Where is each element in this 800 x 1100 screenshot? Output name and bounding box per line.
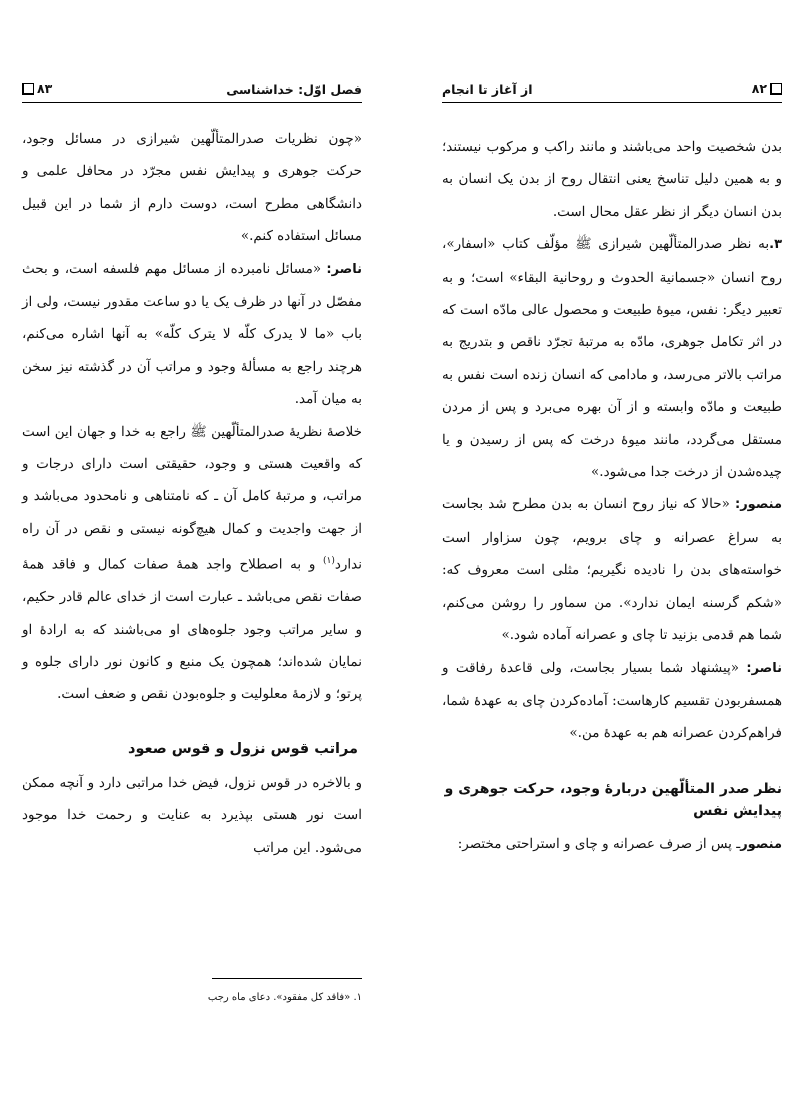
paragraph bbox=[442, 652, 782, 750]
footnote: ۱. «فاقد کل مفقود». دعای ماه رجب bbox=[207, 992, 362, 1003]
footnote-rule bbox=[212, 978, 362, 979]
paragraph bbox=[442, 828, 782, 861]
paragraph-text: «چون نظریات صدرالمتألّهین شیرازی در مسائل وجود، حرکت جوهری و پیدایش نفس مجرّد در محافل علمی و دانشگاهی مطرح است، دوست دارم از شما در این قبیل مسائل استفاده کنم.» bbox=[22, 131, 362, 245]
left-running-title: فصل اوّل: خداشناسی bbox=[226, 82, 362, 97]
paragraph bbox=[442, 488, 782, 651]
speaker-label: ناصر: bbox=[326, 261, 363, 277]
paragraph-text: «مسائل نامبرده از مسائل مهم فلسفه است، و بحث مفصّل در آنها در ظرف یک یا دو ساعت مقدور نیست، ولی از باب «ما لا یدرک کلّه لا یترک کلّه» به آنها اشاره می‌کنم، هرچند راجع به مسألۀ وجود و مراتب آن در گذشته نیز سخن به میان آمد. bbox=[22, 260, 362, 408]
paragraph-text: بدن شخصیت واحد می‌باشند و مانند راکب و مرکوب نیستند؛ و به همین دلیل تناسخ یعنی انتقال روح از بدن یک انسان به بدن انسان دیگر از نظر عقل محال است. bbox=[442, 139, 782, 220]
paragraph bbox=[22, 416, 362, 711]
speaker-label: منصور bbox=[740, 836, 782, 852]
paragraph bbox=[22, 123, 362, 253]
paragraph-text-cont: و به اصطلاح واجد همۀ صفات کمال و فاقد همۀ صفات نقص می‌باشد ـ عبارت است از خدای عالم قادر حکیم، و سایر مراتب وجود جلوه‌های او می‌باشند که به ارادۀ او نمایان شده‌اند؛ همچون یک منبع و کانون نور دارای جلوه و پرتو؛ و لازمۀ معلولیت و جلوه‌بودن نقص و ضعف است. bbox=[22, 556, 362, 703]
left-page-number: ۸۳ bbox=[37, 81, 53, 96]
speaker-label: ناصر: bbox=[746, 660, 782, 676]
section-heading: مراتب قوس نزول و قوس صعود bbox=[128, 740, 358, 757]
left-page bbox=[22, 78, 362, 1038]
speaker-label: منصور: bbox=[735, 497, 782, 513]
paragraph-text: «حالا که نیاز روح انسان به بدن مطرح شد بجاست به سراغ عصرانه و چای برویم، چون سزاوار است خواسته‌های بدن را نادیده نگیریم؛ مثلی است معروف که: «شکم گرسنه ایمان ندارد». من سماور را روشن می‌کنم، شما هم قدمی بزنید تا چای و عصرانه آماده شود.» bbox=[442, 496, 782, 644]
page-box-icon bbox=[770, 83, 782, 95]
left-body bbox=[22, 123, 362, 864]
section-heading: نظر صدر المتألّهین دربارۀ وجود، حرکت جوهری و پیدایش نفس bbox=[444, 780, 782, 819]
paragraph-text: و بالاخره در قوس نزول، فیض خدا مراتبی دارد و آنچه ممکن است نور هستی بپذیرد به عنایت و رحمت خدا موجود می‌شود. این مراتب bbox=[22, 774, 362, 856]
right-body bbox=[442, 131, 782, 861]
paragraph-text: به نظر صدرالمتألّهین شیرازی ﷺ مؤلّف کتاب «اسفار»، روح انسان «جسمانیة الحدوث و روحانیة البقاء» است؛ و به تعبیر دیگر: نفس، میوۀ طبیعت و محصول عالی مادّه است که در اثر تکامل جوهری، مادّه به مرتبۀ تجرّد ناقص و بتدریج به مراتب بالاتر می‌رسد، و مادامی که انسان زنده است نفس به طبیعت و مادّه وابسته و از آن بهره می‌برد و پس از مردن مستقل می‌گردد، مانند میوۀ درخت که پس از رسیدن و یا چیده‌شدن از درخت جدا می‌شود.» bbox=[442, 236, 782, 481]
footnote-marker: (۱) bbox=[322, 556, 335, 567]
paragraph-text: خلاصۀ نظریۀ صدرالمتألّهین ﷺ راجع به خدا و جهان این است که واقعیت هستی و وجود، حقیقتی است دارای درجات و مراتب، و مرتبۀ کامل آن ـ که نامتناهی و نامحدود می‌باشد و از جهت واجدیت و کمال هیچ‌گونه نیستی و نقص در آن راه ندارد bbox=[22, 423, 362, 573]
right-running-title: از آغاز تا انجام bbox=[442, 82, 533, 97]
paragraph bbox=[442, 131, 782, 228]
left-running-head bbox=[22, 78, 362, 103]
item-number: ۳. bbox=[769, 237, 782, 253]
paragraph-text: ـ پس از صرف عصرانه و چای و استراحتی مختصر: bbox=[457, 835, 741, 852]
paragraph-text: «پیشنهاد شما بسیار بجاست، ولی قاعدۀ رفاقت و همسفربودن تقسیم کارهاست: آماده‌کردن چای به عهدۀ شما، فراهم‌کردن عصرانه هم به عهدۀ من.» bbox=[442, 659, 782, 742]
right-running-head bbox=[442, 78, 782, 103]
right-folio bbox=[752, 81, 782, 96]
page-box-icon bbox=[22, 83, 34, 95]
right-page-number: ۸۲ bbox=[751, 81, 767, 96]
left-folio bbox=[22, 81, 52, 96]
paragraph bbox=[442, 228, 782, 488]
right-page bbox=[442, 78, 782, 1038]
paragraph bbox=[22, 767, 362, 864]
paragraph bbox=[22, 253, 362, 416]
